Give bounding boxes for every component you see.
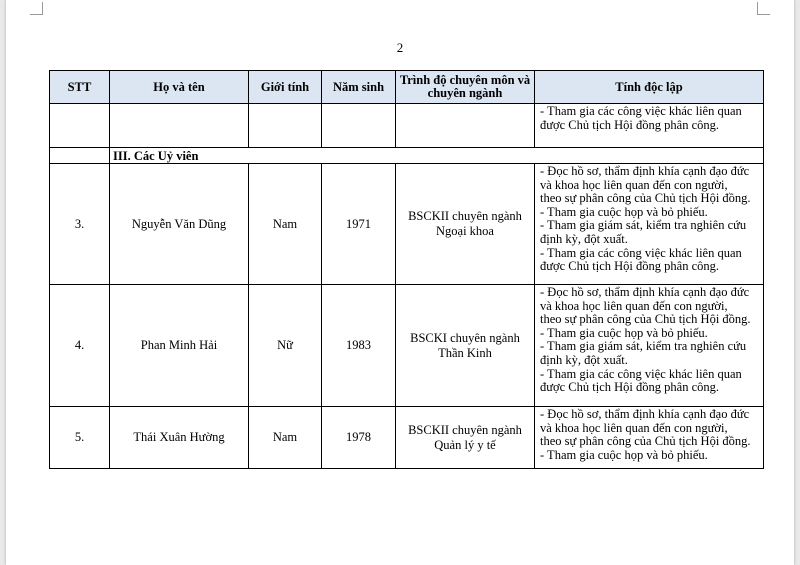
stt-cell: 5. xyxy=(50,407,110,469)
section-row xyxy=(50,148,764,164)
continued-row xyxy=(50,104,764,148)
qualification-line: BSCKII chuyên ngành xyxy=(408,422,522,437)
committee-table xyxy=(49,70,764,469)
desc-line: và khoa học liên quan đến con người, xyxy=(540,420,728,435)
table-row xyxy=(50,285,764,407)
header-independence: Tính độc lập xyxy=(535,71,764,104)
desc-line: theo sự phân công của Chủ tịch Hội đồng. xyxy=(540,191,751,206)
empty-cell xyxy=(50,104,110,148)
desc-line: được Chủ tịch Hội đồng phân công. xyxy=(540,259,719,274)
qualification-cell xyxy=(396,285,535,407)
desc-line: - Đọc hồ sơ, thẩm định khía cạnh đạo đức xyxy=(540,407,750,421)
empty-cell xyxy=(249,104,322,148)
desc-line: được Chủ tịch Hội đồng phân công. xyxy=(540,380,719,395)
desc-line: và khoa học liên quan đến con người, xyxy=(540,177,728,192)
desc-line: - Đọc hồ sơ, thẩm định khía cạnh đạo đức xyxy=(540,285,750,299)
table-header-row xyxy=(50,71,764,104)
desc-line: - Tham gia cuộc họp và bỏ phiếu. xyxy=(540,204,708,219)
qualification-cell xyxy=(396,407,535,469)
qualification-line: Thần Kinh xyxy=(438,345,492,360)
empty-cell xyxy=(50,148,110,164)
independence-cell xyxy=(535,104,764,148)
stt-cell: 4. xyxy=(50,285,110,407)
desc-line: theo sự phân công của Chủ tịch Hội đồng. xyxy=(540,434,751,449)
birth-year-cell: 1978 xyxy=(322,407,396,469)
header-gender: Giới tính xyxy=(249,71,322,104)
desc-line: định kỳ, đột xuất. xyxy=(540,352,628,367)
qualification-line: Ngoại khoa xyxy=(436,224,494,238)
name-cell: Thái Xuân Hường xyxy=(110,407,249,469)
desc-line: định kỳ, đột xuất. xyxy=(540,231,628,246)
stt-cell: 3. xyxy=(50,164,110,285)
desc-line: và khoa học liên quan đến con người, xyxy=(540,298,728,313)
section-title: III. Các Uỷ viên xyxy=(110,148,764,164)
desc-line: - Tham gia giám sát, kiểm tra nghiên cứu xyxy=(540,339,747,354)
header-stt: STT xyxy=(50,71,110,104)
desc-line: được Chủ tịch Hội đồng phân công. xyxy=(540,117,719,132)
qualification-line: Quản lý y tế xyxy=(434,437,496,452)
independence-cell xyxy=(535,164,764,285)
gender-cell: Nữ xyxy=(249,285,322,407)
header-birth-year: Năm sinh xyxy=(322,71,396,104)
table-row xyxy=(50,164,764,285)
qualification-line: BSCKII chuyên ngành xyxy=(408,209,522,223)
empty-cell xyxy=(322,104,396,148)
table-row xyxy=(50,407,764,469)
birth-year-cell: 1971 xyxy=(322,164,396,285)
independence-cell xyxy=(535,407,764,469)
desc-line: - Tham gia cuộc họp và bỏ phiếu. xyxy=(540,325,708,340)
desc-line: - Tham gia giám sát, kiểm tra nghiên cứu xyxy=(540,218,747,233)
page-corner-mark xyxy=(30,2,43,15)
header-name: Họ và tên xyxy=(110,71,249,104)
gender-cell: Nam xyxy=(249,407,322,469)
birth-year-cell: 1983 xyxy=(322,285,396,407)
document-page xyxy=(6,0,794,565)
page-corner-mark xyxy=(757,2,770,15)
empty-cell xyxy=(110,104,249,148)
desc-line: - Tham gia cuộc họp và bỏ phiếu. xyxy=(540,447,708,462)
desc-line: theo sự phân công của Chủ tịch Hội đồng. xyxy=(540,312,751,327)
gender-cell: Nam xyxy=(249,164,322,285)
qualification-line: BSCKI chuyên ngành xyxy=(410,330,520,345)
qualification-cell xyxy=(396,164,535,285)
desc-line: - Tham gia các công việc khác liên quan xyxy=(540,245,742,260)
name-cell: Phan Minh Hải xyxy=(110,285,249,407)
desc-line: - Tham gia các công việc khác liên quan xyxy=(540,366,742,381)
desc-line: - Tham gia các công việc khác liên quan xyxy=(540,104,742,118)
independence-cell xyxy=(535,285,764,407)
header-qualification: Trình độ chuyên môn và chuyên ngành xyxy=(396,71,535,104)
desc-line: - Đọc hồ sơ, thẩm định khía cạnh đạo đức xyxy=(540,164,750,178)
empty-cell xyxy=(396,104,535,148)
name-cell: Nguyễn Văn Dũng xyxy=(110,164,249,285)
page-number: 2 xyxy=(396,40,404,55)
